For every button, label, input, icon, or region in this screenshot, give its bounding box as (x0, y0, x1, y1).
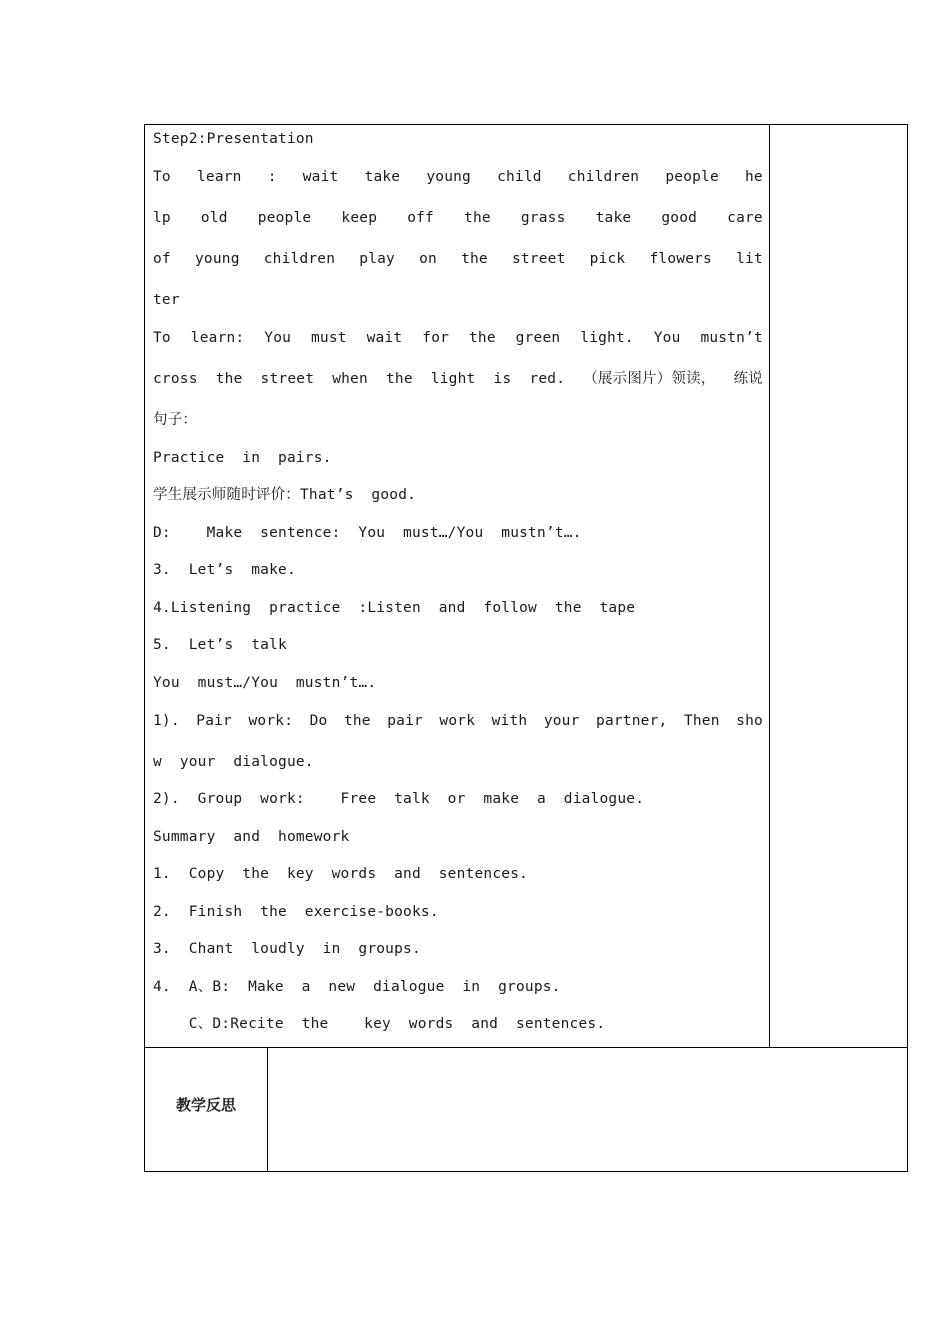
lesson-word: learn: (190, 330, 245, 346)
table-divider-vertical-upper (769, 124, 770, 1048)
lesson-line-14: 5. Let’s talk (153, 637, 287, 653)
lesson-word: for (422, 330, 450, 346)
lesson-word: off (407, 210, 434, 226)
lesson-line-13: 4.Listening practice :Listen and follow the tape (153, 600, 636, 616)
lesson-word: care (727, 210, 763, 226)
lesson-word: Then (683, 713, 720, 729)
lesson-word: of (153, 251, 171, 267)
lesson-word: child (497, 169, 542, 185)
lesson-line-23: 4. A、B: Make a new dialogue in groups. (153, 979, 561, 995)
lesson-word: street (511, 251, 566, 267)
lesson-line-09: Practice in pairs. (153, 450, 332, 466)
lesson-word: people (257, 210, 312, 226)
lesson-line-04 (153, 249, 763, 269)
lesson-word: children (263, 251, 336, 267)
lesson-word: the (215, 371, 243, 387)
lesson-word: wait (366, 330, 403, 346)
lesson-word: To (153, 330, 171, 346)
lesson-line-21: 2. Finish the exercise-books. (153, 904, 439, 920)
lesson-line-08: 句子： (153, 412, 198, 428)
lesson-word: must (310, 330, 347, 346)
lesson-word: good (661, 210, 698, 226)
lesson-word: wait (302, 169, 339, 185)
lesson-word: people (665, 169, 719, 185)
lesson-line-22: 3. Chant loudly in groups. (153, 941, 421, 957)
lesson-word: （展示图片）领读， (583, 371, 716, 387)
lesson-word: children (567, 169, 640, 185)
lesson-word: the (385, 371, 413, 387)
lesson-line-05: ter (153, 292, 180, 308)
lesson-line-16 (153, 711, 763, 731)
lesson-line-17: w your dialogue. (153, 754, 314, 770)
lesson-word: the (343, 713, 371, 729)
lesson-line-15: You must…/You mustn’t…. (153, 675, 377, 691)
table-border-top (144, 124, 908, 125)
lesson-line-19: Summary and homework (153, 829, 350, 845)
lesson-word: young (426, 169, 471, 185)
lesson-word: light (430, 371, 476, 387)
lesson-word: learn (196, 169, 242, 185)
table-border-right (907, 124, 908, 1172)
lesson-line-06 (153, 328, 763, 348)
lesson-line-12: 3. Let’s make. (153, 562, 296, 578)
lesson-word: old (200, 210, 228, 226)
lesson-word: young (194, 251, 240, 267)
lesson-word: 1). (153, 713, 180, 729)
lesson-word: cross (153, 371, 198, 387)
lesson-word: work: (248, 713, 294, 729)
lesson-word: 练说 (733, 371, 763, 387)
lesson-word: partner, (596, 713, 668, 729)
lesson-word: your (543, 713, 580, 729)
table-divider-vertical-lower (267, 1047, 268, 1172)
lesson-word: when (332, 371, 368, 387)
lesson-word: is (493, 371, 512, 387)
teaching-reflection-label: 教学反思 (175, 1096, 236, 1114)
lesson-line-07 (153, 369, 763, 389)
lesson-word: grass (520, 210, 566, 226)
lesson-word: light. (580, 330, 634, 346)
lesson-word: play (359, 251, 395, 267)
lesson-word: To (153, 169, 171, 185)
lesson-word: sho (736, 713, 763, 729)
lesson-word: work (439, 713, 476, 729)
lesson-word: lit (736, 251, 763, 267)
lesson-word: take (364, 169, 401, 185)
lesson-word: : (267, 169, 277, 185)
lesson-word: he (745, 169, 763, 185)
lesson-line-02 (153, 167, 763, 187)
lesson-line-01: Step2:Presentation (153, 131, 314, 147)
lesson-word: Pair (196, 713, 232, 729)
lesson-word: flowers (649, 251, 712, 267)
table-border-bottom (144, 1171, 908, 1172)
lesson-word: the (468, 330, 496, 346)
lesson-word: red. (529, 371, 566, 387)
lesson-word: lp (153, 210, 171, 226)
lesson-word: pick (589, 251, 626, 267)
lesson-line-18: 2). Group work: Free talk or make a dialogue. (153, 791, 645, 807)
lesson-word: on (419, 251, 437, 267)
lesson-line-11: D: Make sentence: You must…/You mustn’t…. (153, 525, 582, 541)
lesson-word: You (653, 330, 681, 346)
lesson-word: green (515, 330, 561, 346)
lesson-word: You (264, 330, 292, 346)
lesson-word: mustn’t (700, 330, 763, 346)
lesson-word: street (260, 371, 315, 387)
lesson-line-10: 学生展示师随时评价：That’s good. (153, 487, 417, 503)
lesson-line-20: 1. Copy the key words and sentences. (153, 866, 529, 882)
lesson-word: Do (309, 713, 328, 729)
lesson-word: the (461, 251, 488, 267)
lesson-word: the (464, 210, 491, 226)
lesson-word: keep (341, 210, 378, 226)
table-divider-horizontal (144, 1047, 908, 1048)
lesson-line-03 (153, 208, 763, 228)
lesson-word: with (491, 713, 528, 729)
lesson-line-24: C、D:Recite the key words and sentences. (153, 1016, 606, 1032)
lesson-word: pair (387, 713, 423, 729)
lesson-word: take (595, 210, 632, 226)
table-border-left (144, 124, 145, 1172)
